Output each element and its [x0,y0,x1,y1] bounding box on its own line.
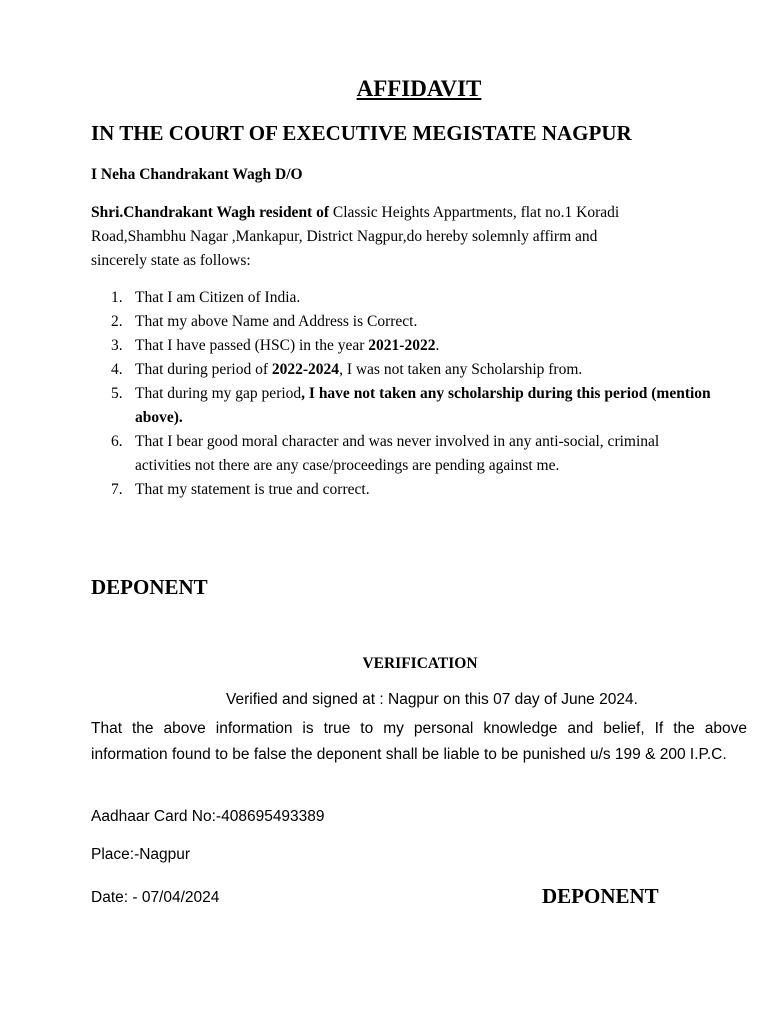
list-item [91,430,731,478]
father-name: Shri.Chandrakant Wagh resident of [91,204,330,221]
list-item [91,358,731,382]
verification-statement: That the above information is true to my personal knowledge and belief, If the above information found to be false the deponent shall be liable to be punished u/s 199 & 200 I.P.C. [91,720,747,763]
item-text: That my above Name and Address is Correct. [135,313,418,330]
item-text: That my statement is true and correct. [135,481,370,498]
item-number: 4. [111,361,123,378]
list-item [91,310,731,334]
address-text: Classic Heights Appartments, flat no.1 Koradi Road,Shambhu Nagar ,Mankapur, District Nagpur,do hereby solemnly affirm and sincerely state as follows: [91,204,620,269]
list-item [91,334,731,358]
place-line: Place:-Nagpur [91,846,191,863]
item-number: 6. [111,433,123,450]
list-item [91,382,731,430]
list-item [91,478,731,502]
list-item [91,286,731,310]
deponent-name-line: I Neha Chandrakant Wagh D/O [91,166,303,183]
verification-title: VERIFICATION [362,655,478,672]
document-title: AFFIDAVIT [356,76,482,101]
item-text: That I bear good moral character and was never involved in any anti-social, criminal activities not there are any case/proceedings are pending against me. [135,433,660,474]
item-text: That during period of 2022-2024, I was not taken any Scholarship from. [135,361,583,378]
deponent-signature-label: DEPONENT [542,884,659,908]
item-number: 2. [111,313,123,330]
court-heading: IN THE COURT OF EXECUTIVE MEGISTATE NAGPUR [91,121,632,145]
item-number: 7. [111,481,123,498]
deponent-heading: DEPONENT [91,575,208,599]
date-line: Date: - 07/04/2024 [91,889,220,906]
statement-list [91,286,731,502]
address-paragraph [91,201,651,273]
item-number: 3. [111,337,123,354]
item-text: That I have passed (HSC) in the year 2021-2022. [135,337,440,354]
item-number: 5. [111,385,123,402]
item-number: 1. [111,289,123,306]
item-text: That I am Citizen of India. [135,289,301,306]
aadhaar-number: Aadhaar Card No:-408695493389 [91,808,325,825]
verification-signed-line: Verified and signed at : Nagpur on this 07 day of June 2024. [226,691,638,708]
item-text: That during my gap period, I have not taken any scholarship during this period (mention above). [135,385,711,426]
